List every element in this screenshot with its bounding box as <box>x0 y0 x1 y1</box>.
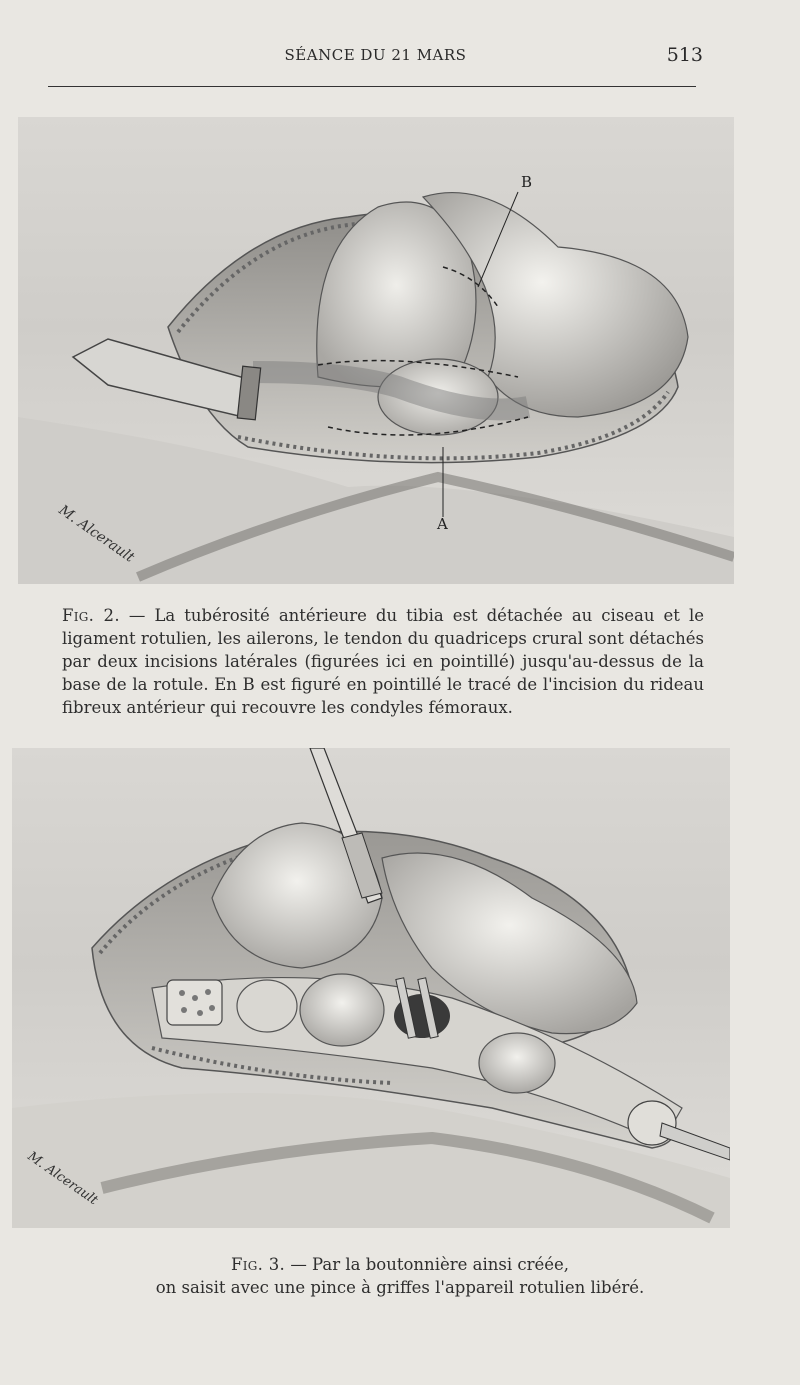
page-number: 513 <box>666 44 703 66</box>
figure-2-caption <box>62 604 704 719</box>
figure-3-caption-line2: on saisit avec une pince à griffes l'appareil rotulien libéré. <box>155 1278 645 1297</box>
running-title: SÉANCE DU 21 MARS <box>284 46 467 64</box>
figure-3-caption-label: Fig. 3. <box>230 1255 286 1274</box>
figure-3-illustration <box>12 748 730 1228</box>
figure-3-caption-line1 <box>60 1253 740 1276</box>
figure-2-caption-text: — La tubérosité antérieure du tibia est détachée au ciseau et le ligament rotulien, les ailerons, le tendon du quadriceps crural sont détachés par deux incisions latérales (figurées ici en pointillé) jusqu'au-dessus de la base de la rotule. En B est figuré en pointillé le tracé de l'incision du rideau fibreux antérieur qui recouvre les condyles fémoraux. <box>62 606 705 717</box>
figure-3-drawing <box>12 748 730 1228</box>
figure-2-label-a: A <box>437 515 448 533</box>
figure-2-illustration <box>18 117 734 584</box>
figure-2-caption-label: Fig. 2. <box>62 606 120 625</box>
figure-3-caption <box>60 1253 740 1299</box>
figure-2-label-b: B <box>521 173 533 191</box>
figure-2-signature: M. Alcerault <box>55 502 138 566</box>
figure-2-drawing <box>18 117 734 584</box>
figure-3-signature: M. Alcerault <box>24 1148 101 1209</box>
figure-3-caption-text1: — Par la boutonnière ainsi créée, <box>290 1255 570 1274</box>
page-header <box>48 40 703 76</box>
header-rule <box>48 86 696 87</box>
